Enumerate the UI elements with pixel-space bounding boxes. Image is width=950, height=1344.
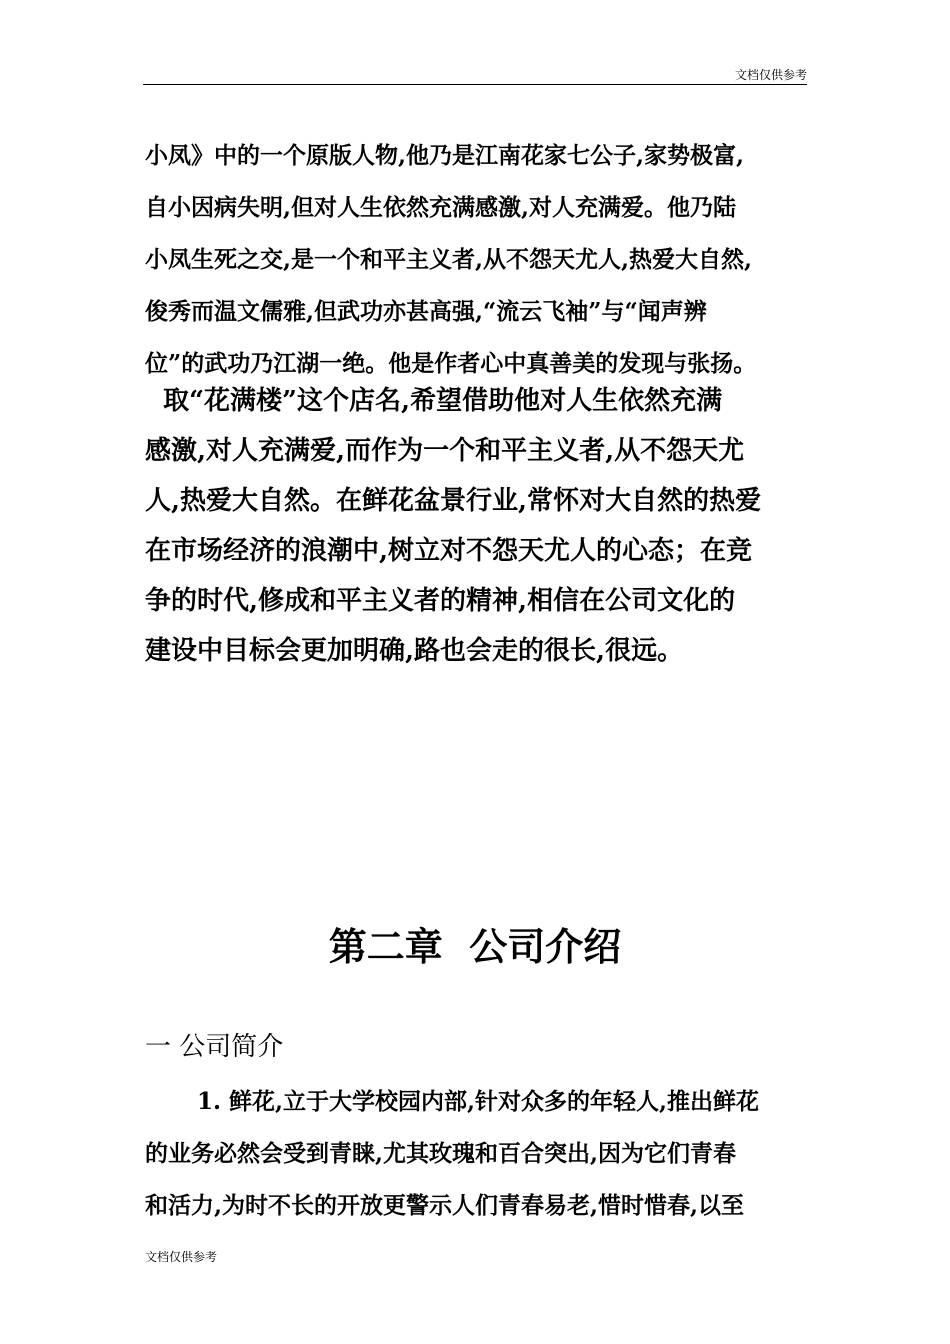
text-line: 和活力,为时不长的开放更警示人们青春易老,惜时惜春,以至 xyxy=(145,1192,745,1219)
text-line: 小凤生死之交,是一个和平主义者,从不怨天尤人,热爱大自然, xyxy=(145,246,753,273)
text-line: 取“花满楼”这个店名,希望借助他对人生依然充满 xyxy=(145,386,723,416)
text-line: 俊秀而温文儒雅,但武功亦甚高强,“流云飞袖”与“闻声辨 xyxy=(145,298,707,325)
text-line: 1. 鲜花,立于大学校园内部,针对众多的年轻人,推出鲜花 xyxy=(197,1088,760,1115)
text-line: 的业务必然会受到青睐,尤其玫瑰和百合突出,因为它们青春 xyxy=(145,1140,737,1167)
text-line: 自小因病失明,但对人生依然充满感激,对人充满爱。他乃陆 xyxy=(145,194,737,221)
text-line: 位”的武功乃江湖一绝。他是作者心中真善美的发现与张扬。 xyxy=(145,350,757,377)
paragraph-hua-manlou-description xyxy=(145,130,815,390)
header-note: 文档仅供参考 xyxy=(734,68,807,82)
text-line: 争的时代,修成和平主义者的精神,相信在公司文化的 xyxy=(145,586,736,616)
text-line: 人,热爱大自然。在鲜花盆景行业,常怀对大自然的热爱 xyxy=(145,486,762,516)
chapter-title: 第二章 公司介绍 xyxy=(328,924,622,969)
text-line: 在市场经济的浪潮中,树立对不怨天尤人的心态；在竞 xyxy=(145,536,753,566)
paragraph-store-name-meaning xyxy=(145,376,815,676)
text-line: 建设中目标会更加明确,路也会走的很长,很远。 xyxy=(145,636,684,666)
header-divider xyxy=(143,84,807,85)
footer-note: 文档仅供参考 xyxy=(145,1250,218,1264)
paragraph-company-intro xyxy=(145,1076,815,1232)
text-line: 感激,对人充满爱,而作为一个和平主义者,从不怨天尤 xyxy=(145,436,745,466)
text-line: 小凤》中的一个原版人物,他乃是江南花家七公子,家势极富, xyxy=(145,142,745,169)
section-title: 一 公司简介 xyxy=(145,1032,284,1062)
